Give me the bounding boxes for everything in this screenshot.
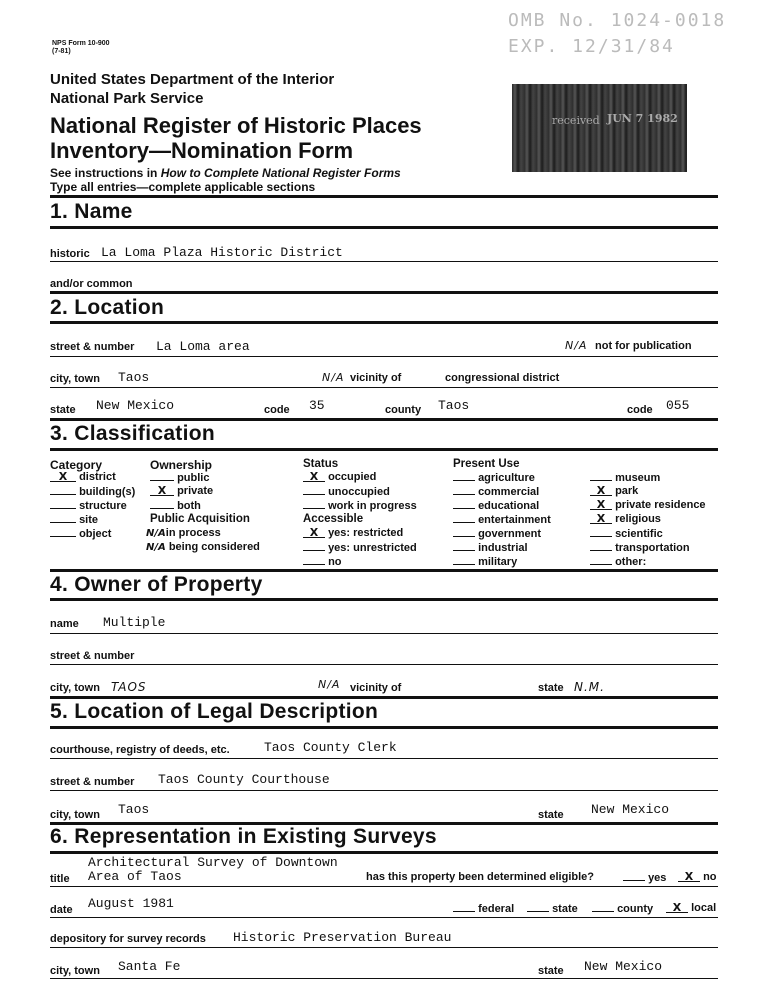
stamp-received: received <box>552 114 600 127</box>
checkbox-label: being considered <box>168 541 260 553</box>
check-mark[interactable] <box>50 485 76 495</box>
county-code-value[interactable]: 055 <box>666 398 690 413</box>
rule <box>50 321 718 324</box>
county-value[interactable]: Taos <box>438 398 470 413</box>
rule <box>50 758 718 759</box>
check-mark[interactable] <box>453 513 475 523</box>
level-local[interactable] <box>666 902 716 914</box>
check-mark[interactable]: X <box>678 872 700 882</box>
checkbox-label: entertainment <box>478 514 551 526</box>
checkbox-label: state <box>552 903 578 915</box>
check-mark[interactable]: N/A <box>146 542 166 553</box>
owner-state-value[interactable]: N.M. <box>574 680 605 694</box>
check-mark[interactable]: X <box>590 514 612 524</box>
state-value[interactable]: New Mexico <box>96 398 175 413</box>
checkbox-label: commercial <box>478 486 540 498</box>
checkbox-label: yes: restricted <box>328 527 404 539</box>
checkbox-label: park <box>615 485 639 497</box>
rule <box>50 947 718 948</box>
checkbox-label: industrial <box>478 542 528 554</box>
legal-state-value[interactable]: New Mexico <box>591 802 670 817</box>
checkbox-label: government <box>478 528 542 540</box>
checkbox-label: private <box>177 485 214 497</box>
owner-vicinity-mark[interactable]: N/A <box>318 678 341 691</box>
checkbox-label: educational <box>478 500 540 512</box>
accessible-heading: Accessible <box>303 513 364 525</box>
checkbox-label: local <box>691 902 717 914</box>
checkbox-label: yes: unrestricted <box>328 542 417 554</box>
check-mark[interactable] <box>303 541 325 551</box>
check-mark[interactable] <box>590 527 612 537</box>
not-for-publication-mark[interactable]: N/A <box>565 339 588 352</box>
vicinity-label: vicinity of <box>350 372 402 384</box>
rule <box>50 598 718 601</box>
check-mark[interactable] <box>590 541 612 551</box>
state-label: state <box>50 404 76 416</box>
check-mark[interactable] <box>453 541 475 551</box>
check-mark[interactable] <box>303 499 325 509</box>
rule <box>50 917 718 918</box>
checkbox-label: other: <box>615 556 647 568</box>
section-1-heading: 1. Name <box>50 200 133 223</box>
check-mark[interactable] <box>303 485 325 495</box>
checkbox-label: agriculture <box>478 472 535 484</box>
checkbox-label: district <box>79 471 116 483</box>
form-number: NPS Form 10-900 <box>52 40 110 47</box>
checkbox-label: county <box>617 903 654 915</box>
survey-title-line2[interactable]: Area of Taos <box>88 869 182 884</box>
legal-city-value[interactable]: Taos <box>118 802 150 817</box>
rule <box>50 696 718 699</box>
checkbox-row[interactable] <box>303 485 417 499</box>
common-name-label: and/or common <box>50 278 133 290</box>
level-county[interactable] <box>592 902 653 915</box>
county-label: county <box>385 404 422 416</box>
checkbox-label: structure <box>79 500 127 512</box>
checkbox-row[interactable] <box>50 499 135 513</box>
checkbox-row[interactable] <box>50 513 135 527</box>
owner-state-label: state <box>538 682 564 694</box>
checkbox-label: public <box>177 472 210 484</box>
omb-expiration: EXP. 12/31/84 <box>508 36 675 57</box>
present-use-list-1 <box>453 471 551 569</box>
congressional-district-label: congressional district <box>445 372 560 384</box>
status-heading: Status <box>303 458 339 470</box>
checkbox-row[interactable] <box>303 555 417 569</box>
depository-state-value[interactable]: New Mexico <box>584 959 663 974</box>
checkbox-row[interactable] <box>453 527 551 541</box>
legal-street-label: street & number <box>50 776 135 788</box>
checkbox-row[interactable] <box>50 485 135 499</box>
owner-vicinity-label: vicinity of <box>350 682 402 694</box>
checkbox-row[interactable] <box>453 485 551 499</box>
rule <box>50 195 718 198</box>
form-title-line1: National Register of Historic Places <box>50 113 422 138</box>
checkbox-label: yes <box>648 872 667 884</box>
check-mark[interactable]: X <box>150 486 174 496</box>
state-code-label: code <box>264 404 290 416</box>
instructions-prefix: See instructions in <box>50 166 161 180</box>
check-mark[interactable] <box>150 499 174 509</box>
checkbox-label: transportation <box>615 542 690 554</box>
city-label: city, town <box>50 373 100 385</box>
check-mark[interactable] <box>453 902 475 912</box>
check-mark[interactable] <box>527 902 549 912</box>
accessible-list <box>303 527 417 569</box>
check-mark[interactable] <box>453 527 475 537</box>
owner-name-value[interactable]: Multiple <box>103 615 166 630</box>
legal-city-label: city, town <box>50 809 100 821</box>
legal-state-label: state <box>538 809 564 821</box>
depository-value[interactable]: Historic Preservation Bureau <box>233 930 452 945</box>
section-2-heading: 2. Location <box>50 296 165 319</box>
omb-number: OMB No. 1024-0018 <box>508 10 727 31</box>
checkbox-row[interactable] <box>146 541 260 555</box>
rule <box>50 790 718 791</box>
section-4-heading: 4. Owner of Property <box>50 573 263 596</box>
section-3-heading: 3. Classification <box>50 422 215 445</box>
rule <box>50 226 718 229</box>
status-list <box>303 471 417 513</box>
checkbox-label: museum <box>615 472 661 484</box>
not-for-publication-label: not for publication <box>595 340 692 352</box>
owner-city-value[interactable]: TAOS <box>111 680 147 694</box>
present-use-list-2 <box>590 471 706 569</box>
rule <box>50 387 718 388</box>
checkbox-label: building(s) <box>79 486 136 498</box>
check-mark[interactable] <box>50 513 76 523</box>
survey-title-line1[interactable]: Architectural Survey of Downtown <box>88 855 338 870</box>
rule <box>50 261 718 262</box>
checkbox-label: in process <box>165 527 221 539</box>
checkbox-row[interactable] <box>303 499 417 513</box>
county-code-label: code <box>627 404 653 416</box>
checkbox-label: federal <box>478 903 515 915</box>
check-mark[interactable] <box>453 471 475 481</box>
legal-street-value[interactable]: Taos County Courthouse <box>158 772 330 787</box>
checkbox-label: private residence <box>615 499 706 511</box>
checkbox-label: military <box>478 556 518 568</box>
checkbox-label: no <box>703 871 717 883</box>
depository-city-value[interactable]: Santa Fe <box>118 959 181 974</box>
rule <box>50 664 718 665</box>
check-mark[interactable] <box>150 471 174 481</box>
rule <box>50 291 718 294</box>
survey-title-label: title <box>50 873 70 885</box>
rule <box>50 886 718 887</box>
eligible-no[interactable] <box>678 871 717 883</box>
checkbox-label: religious <box>615 513 661 525</box>
check-mark[interactable] <box>453 499 475 509</box>
owner-street-label: street & number <box>50 650 135 662</box>
checkbox-row[interactable] <box>50 527 135 541</box>
rule <box>50 356 718 357</box>
checkbox-label: work in progress <box>328 500 417 512</box>
check-mark[interactable]: X <box>303 472 325 482</box>
instructions-line2: Type all entries—complete applicable sections <box>50 180 316 194</box>
check-mark[interactable] <box>50 527 76 537</box>
survey-date-label: date <box>50 904 73 916</box>
checkbox-label: scientific <box>615 528 663 540</box>
checkbox-row[interactable] <box>590 527 706 541</box>
check-mark[interactable] <box>453 485 475 495</box>
received-stamp <box>512 84 687 172</box>
checkbox-label: no <box>328 556 342 568</box>
depository-state-label: state <box>538 965 564 977</box>
checkbox-row[interactable] <box>590 555 706 569</box>
checkbox-row[interactable] <box>590 485 706 499</box>
level-state[interactable] <box>527 902 578 915</box>
checkbox-row[interactable] <box>303 541 417 555</box>
form-title-line2: Inventory—Nomination Form <box>50 138 354 163</box>
state-code-value[interactable]: 35 <box>309 398 325 413</box>
street-label: street & number <box>50 341 135 353</box>
level-federal[interactable] <box>453 902 514 915</box>
depository-label: depository for survey records <box>50 933 206 945</box>
rule <box>50 633 718 634</box>
check-mark[interactable] <box>592 902 614 912</box>
checkbox-label: both <box>177 500 201 512</box>
checkbox-row[interactable] <box>303 471 417 485</box>
ownership-heading: Ownership <box>150 458 213 472</box>
checkbox-row[interactable] <box>590 471 706 485</box>
check-mark[interactable] <box>590 471 612 481</box>
checkbox-row[interactable] <box>150 499 213 513</box>
courthouse-label: courthouse, registry of deeds, etc. <box>50 744 230 756</box>
city-value[interactable]: Taos <box>118 370 150 385</box>
rule <box>50 726 718 729</box>
checkbox-row[interactable] <box>453 541 551 555</box>
checkbox-label: unoccupied <box>328 486 390 498</box>
rule <box>50 418 718 421</box>
instructions-book: How to Complete National Register Forms <box>160 166 401 180</box>
department-name: United States Department of the Interior <box>50 71 335 88</box>
checkbox-row[interactable] <box>453 555 551 569</box>
rule <box>50 569 718 572</box>
checkbox-row[interactable] <box>590 513 706 527</box>
historic-label: historic <box>50 248 90 260</box>
checkbox-row[interactable] <box>150 485 213 499</box>
street-value[interactable]: La Loma area <box>156 339 250 354</box>
checkbox-row[interactable] <box>453 471 551 485</box>
check-mark[interactable] <box>623 871 645 881</box>
present-use-heading: Present Use <box>453 458 520 470</box>
instructions-line1 <box>50 166 401 180</box>
check-mark[interactable]: X <box>590 486 612 496</box>
check-mark[interactable] <box>453 555 475 565</box>
rule <box>50 851 718 854</box>
rule <box>50 978 718 979</box>
checkbox-label: site <box>79 514 99 526</box>
checkbox-row[interactable] <box>303 527 417 541</box>
checkbox-row[interactable] <box>590 541 706 555</box>
service-name: National Park Service <box>50 90 204 107</box>
check-mark[interactable]: X <box>50 472 76 482</box>
checkbox-row[interactable] <box>453 499 551 513</box>
ownership-list <box>150 471 213 513</box>
check-mark[interactable]: X <box>590 500 612 510</box>
check-mark[interactable]: X <box>666 903 688 913</box>
public-acquisition-heading: Public Acquisition <box>150 513 250 525</box>
check-mark[interactable]: X <box>303 528 325 538</box>
owner-name-label: name <box>50 618 79 630</box>
depository-city-label: city, town <box>50 965 100 977</box>
check-mark[interactable] <box>50 499 76 509</box>
checkbox-row[interactable] <box>50 471 135 485</box>
vicinity-mark[interactable]: N/A <box>322 371 345 384</box>
survey-date-value[interactable]: August 1981 <box>88 896 174 911</box>
historic-name[interactable]: La Loma Plaza Historic District <box>101 245 343 260</box>
category-heading: Category <box>50 458 103 472</box>
checkbox-label: occupied <box>328 471 377 483</box>
check-mark[interactable] <box>303 555 325 565</box>
courthouse-value[interactable]: Taos County Clerk <box>264 740 397 755</box>
checkbox-label: object <box>79 528 112 540</box>
eligible-question: has this property been determined eligible? <box>366 871 594 883</box>
checkbox-row[interactable] <box>146 527 260 541</box>
owner-city-label: city, town <box>50 682 100 694</box>
checkbox-row[interactable] <box>590 499 706 513</box>
category-list <box>50 471 135 541</box>
eligible-yes[interactable] <box>623 871 666 884</box>
checkbox-row[interactable] <box>453 513 551 527</box>
check-mark[interactable] <box>590 555 612 565</box>
rule <box>50 448 718 451</box>
section-6-heading: 6. Representation in Existing Surveys <box>50 825 437 848</box>
stamp-date: JUN 7 1982 <box>607 112 678 125</box>
checkbox-row[interactable] <box>150 471 213 485</box>
acquisition-list <box>146 527 260 555</box>
check-mark[interactable]: N/A <box>146 528 166 539</box>
form-date: (7-81) <box>52 48 71 55</box>
section-5-heading: 5. Location of Legal Description <box>50 700 379 723</box>
